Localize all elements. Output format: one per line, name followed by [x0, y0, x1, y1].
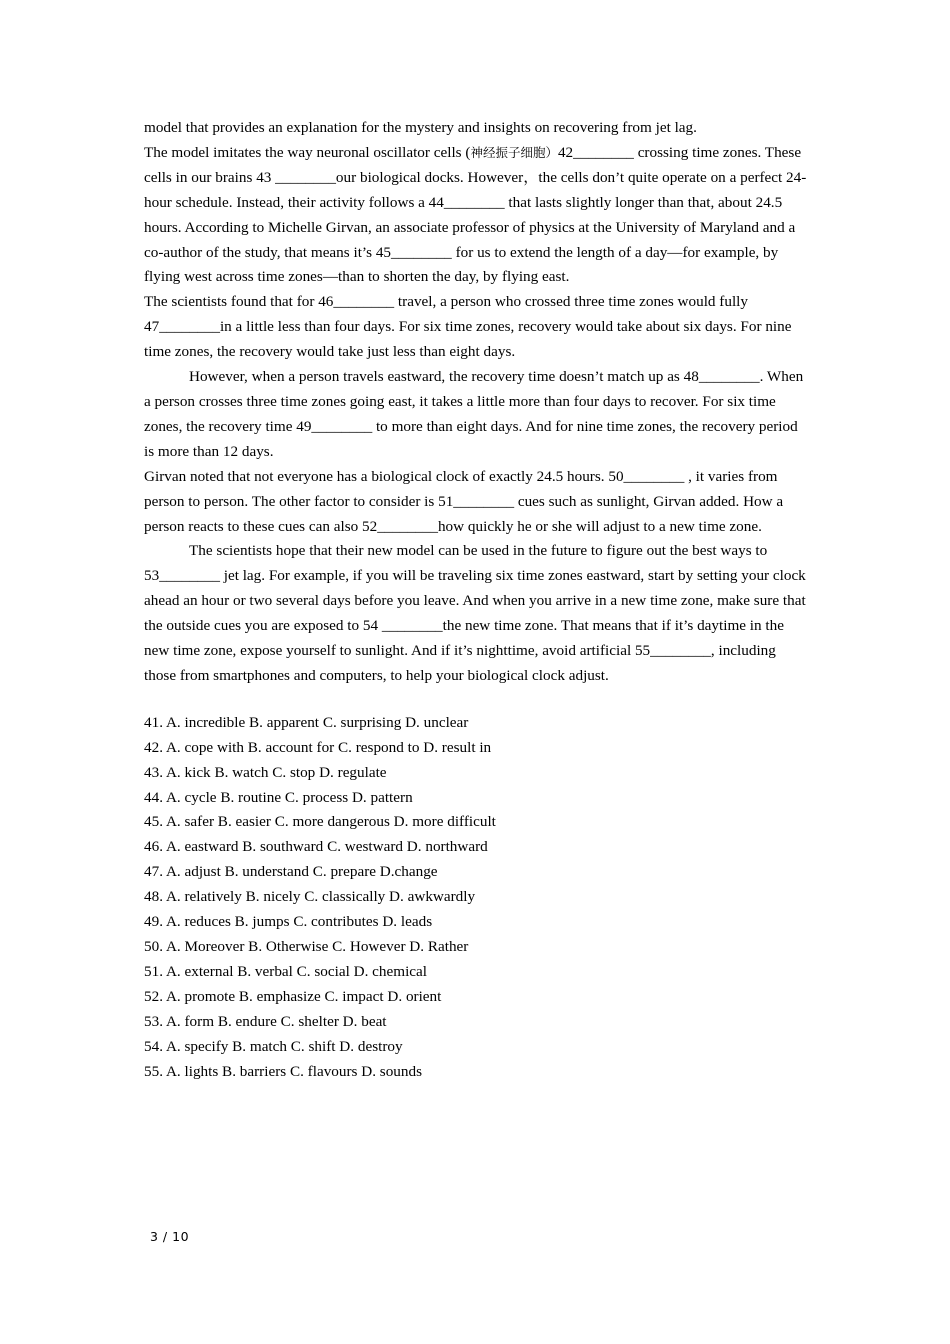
option-line-52: 52. A. promote B. emphasize C. impact D. orient [144, 987, 442, 1005]
passage-paragraph-3: The scientists found that for 46________ travel, a person who crossed three time zones would fully 47________in a little less than four days. For six time zones, recovery would take about six days. For nine time zones, the recovery would take just less than eight days. [144, 293, 792, 361]
option-line-50: 50. A. Moreover B. Otherwise C. However D. Rather [144, 938, 469, 955]
option-line-54: 54. A. specify B. match C. shift D. destroy [144, 1037, 403, 1055]
option-line-47: 47. A. adjust B. understand C. prepare D.change [144, 863, 438, 881]
option-line-48: 48. A. relatively B. nicely C. classically D. awkwardly [144, 888, 476, 906]
option-line-41: 41. A. incredible B. apparent C. surprising D. unclear [144, 713, 469, 731]
document-body [144, 116, 808, 1084]
passage-paragraph-1: model that provides an explanation for the mystery and insights on recovering from jet lag. [144, 119, 697, 136]
passage-paragraph-4: However, when a person travels eastward, the recovery time doesn’t match up as 48________. When a person crosses three time zones going east, it takes a little more than four days to recover. For six time zones, the recovery time 49________ to more than eight days. And for nine time zones, the recovery period is more than 12 days. [144, 368, 804, 460]
page-number: 3 / 10 [150, 1229, 190, 1244]
passage-paragraph-2-start: The model imitates the way neuronal oscillator cells ( [144, 143, 471, 161]
option-line-51: 51. A. external B. verbal C. social D. chemical [144, 962, 427, 980]
passage-paragraph-2-rest: 42________ crossing time zones. These cells in our brains 43 ________our biological docks. However，the cells don’t quite operate on a perfect 24-hour schedule. Instead, their activity follows a 44________ that lasts slightly longer than that, about 24.5 hours. According to Michelle Girvan, an associate professor of physics at the University of Maryland and a co-author of the study, that means it’s 45________ for us to extend the length of a day—for example, by flying west across time zones—than to shorten the day, by flying east. [144, 143, 807, 286]
option-line-45: 45. A. safer B. easier C. more dangerous D. more difficult [144, 813, 496, 831]
passage-paragraph-2 [144, 141, 808, 290]
passage-paragraph-6: The scientists hope that their new model can be used in the future to figure out the best ways to 53________ jet lag. For example, if you will be traveling six time zones eastward, start by setting your clock ahead an hour or two several days before you leave. And when you arrive in a new time zone, make sure that the outside cues you are exposed to 54 ________the new time zone. That means that if it’s daytime in the new time zone, expose yourself to sunlight. And if it’s nighttime, avoid artificial 55________, including those from smartphones and computers, to help your biological clock adjust. [144, 542, 806, 684]
option-line-55: 55. A. lights B. barriers C. flavours D. sounds [144, 1062, 423, 1080]
option-line-44: 44. A. cycle B. routine C. process D. pattern [144, 788, 413, 806]
passage-paragraph-5: Girvan noted that not everyone has a biological clock of exactly 24.5 hours. 50________ , it varies from person to person. The other factor to consider is 51________ cues such as sunlight, Girvan added. How a person reacts to these cues can also 52________how quickly he or she will adjust to a new time zone. [144, 467, 784, 535]
option-line-46: 46. A. eastward B. southward C. westward D. northward [144, 838, 488, 856]
option-line-53: 53. A. form B. endure C. shelter D. beat [144, 1012, 387, 1030]
option-line-49: 49. A. reduces B. jumps C. contributes D. leads [144, 913, 433, 931]
chinese-annotation: 神经振子细胞） [470, 144, 558, 160]
option-line-43: 43. A. kick B. watch C. stop D. regulate [144, 763, 387, 781]
answer-options-list [144, 711, 808, 1085]
option-line-42: 42. A. cope with B. account for C. respond to D. result in [144, 738, 492, 756]
